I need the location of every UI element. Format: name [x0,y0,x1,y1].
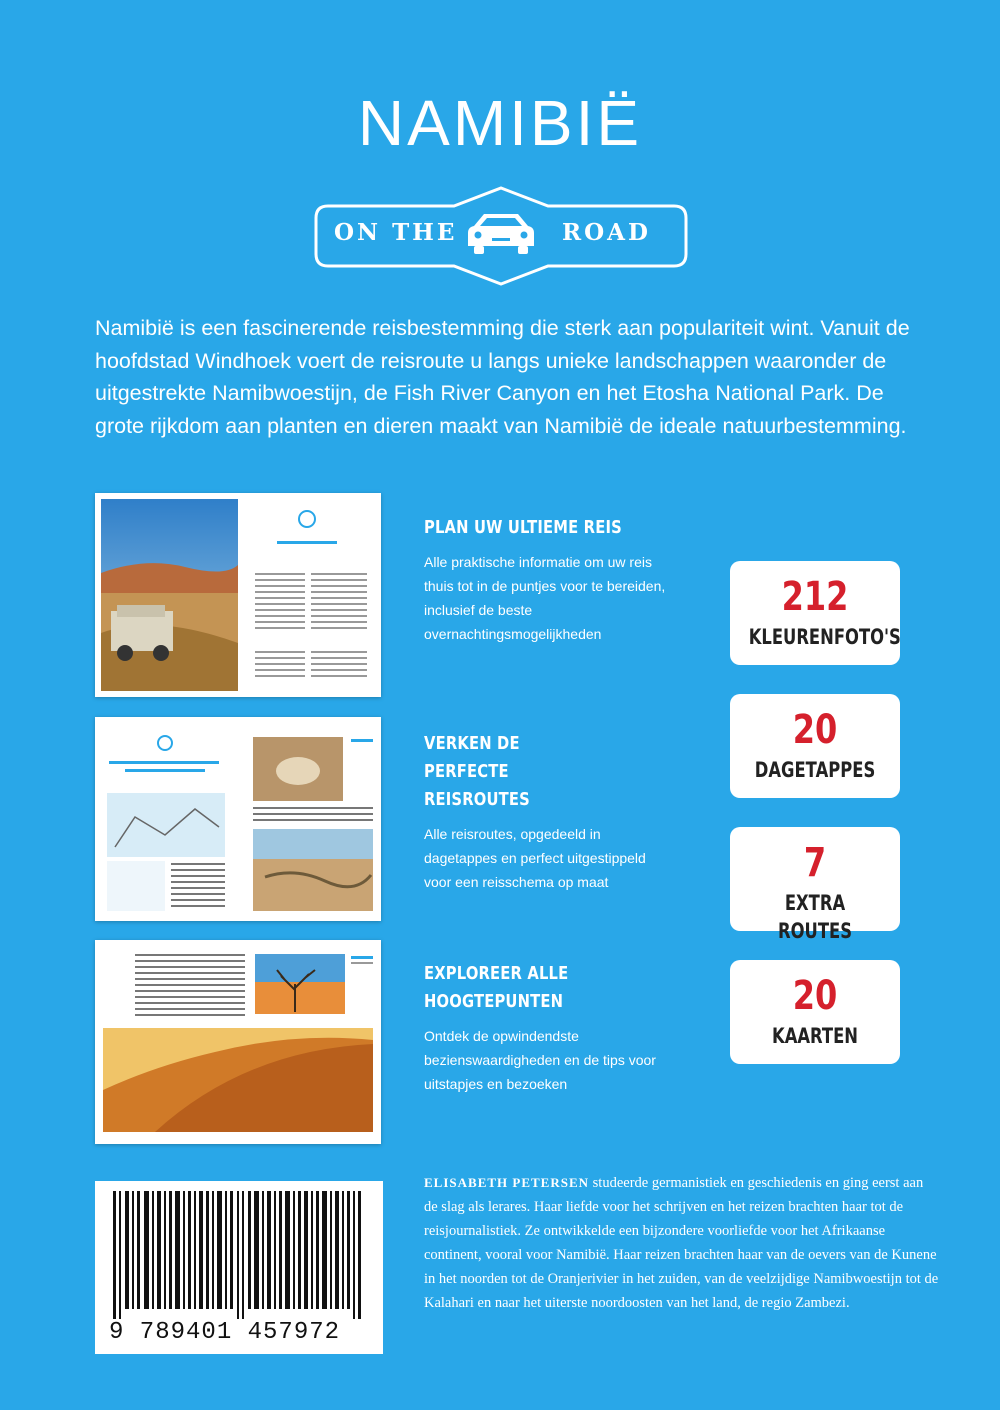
book-spread-preview-1 [95,493,381,697]
stat-card-day-stages [730,694,900,798]
barcode-bars [95,1181,383,1321]
feature-title-3: EXPLOREER ALLE HOOGTEPUNTEN [424,963,569,1012]
isbn-number: 9 789401 457972 [109,1319,341,1346]
author-bio-text: studeerde germanistiek en geschiedenis en ging eerst aan de slag als lerares. Haar liefde voor het schrijven en het reizen brachten haar tot de reisjournalistiek. Ze ontwikkelde een bijzondere voorliefde voor het Afrikaanse continent, vooral voor Namibië. Haar reizen brachten haar van de oevers van de Kunene in het noorden tot de Oranjerivier in het zuiden, van de veelzijdige Namibwoestijn tot de Kalahari en naar het uiterste noordoosten van het land, de regio Zambezi. [424,1175,939,1311]
on-the-road-badge [314,186,688,286]
author-bio [424,1171,939,1315]
feature-text-1: Alle praktische informatie om uw reis thuis tot in de puntjes voor te bereiden, inclusief de beste overnachtingsmogelijkheden [424,554,666,642]
stat-label: EXTRA ROUTES [777,891,853,943]
feature-title-1: PLAN UW ULTIEME REIS [424,517,622,538]
book-spread-preview-2 [95,717,381,921]
stat-number: 20 [792,707,838,753]
book-spread-preview-3 [95,940,381,1144]
spread-2-art [95,717,381,921]
isbn-barcode [95,1181,383,1354]
stat-number: 7 [803,840,827,886]
intro-paragraph: Namibië is een fascinerende reisbestemming die sterk aan populariteit wint. Vanuit de hoofdstad Windhoek voert de reisroute u langs unieke landschappen waaronder de uitgestrekte Namibwoestijn, de Fish River Canyon en het Etosha National Park. De grote rijkdom aan planten en dieren maakt van Namibië de ideale natuurbestemming. [95,316,910,438]
stat-label: KAARTEN [772,1024,858,1048]
feature-text-2: Alle reisroutes, opgedeeld in dagetappes en perfect uitgestippeld voor een reisschema op maat [424,826,646,890]
feature-title-2: VERKEN DE PERFECTE REISROUTES [424,733,530,810]
stat-number: 212 [781,574,849,620]
spread-3-art [95,940,381,1144]
feature-block-2 [424,730,694,894]
badge-text-left: ON THE [334,219,458,246]
feature-block-3 [424,960,694,1096]
stat-number: 20 [792,973,838,1019]
feature-text-3: Ontdek de opwindendste bezienswaardigheden en de tips voor uitstapjes en bezoeken [424,1028,656,1092]
stat-card-photos [730,561,900,665]
stat-label: KLEURENFOTO'S [748,625,901,649]
author-name: ELISABETH PETERSEN [424,1175,590,1190]
stat-card-extra-routes [730,827,900,943]
book-title: NAMIBIË [357,87,643,159]
feature-block-1 [424,514,694,646]
spread-1-art [95,493,381,697]
badge-text-right: ROAD [562,219,651,246]
stat-label: DAGETAPPES [754,758,876,782]
stat-card-maps [730,960,900,1064]
